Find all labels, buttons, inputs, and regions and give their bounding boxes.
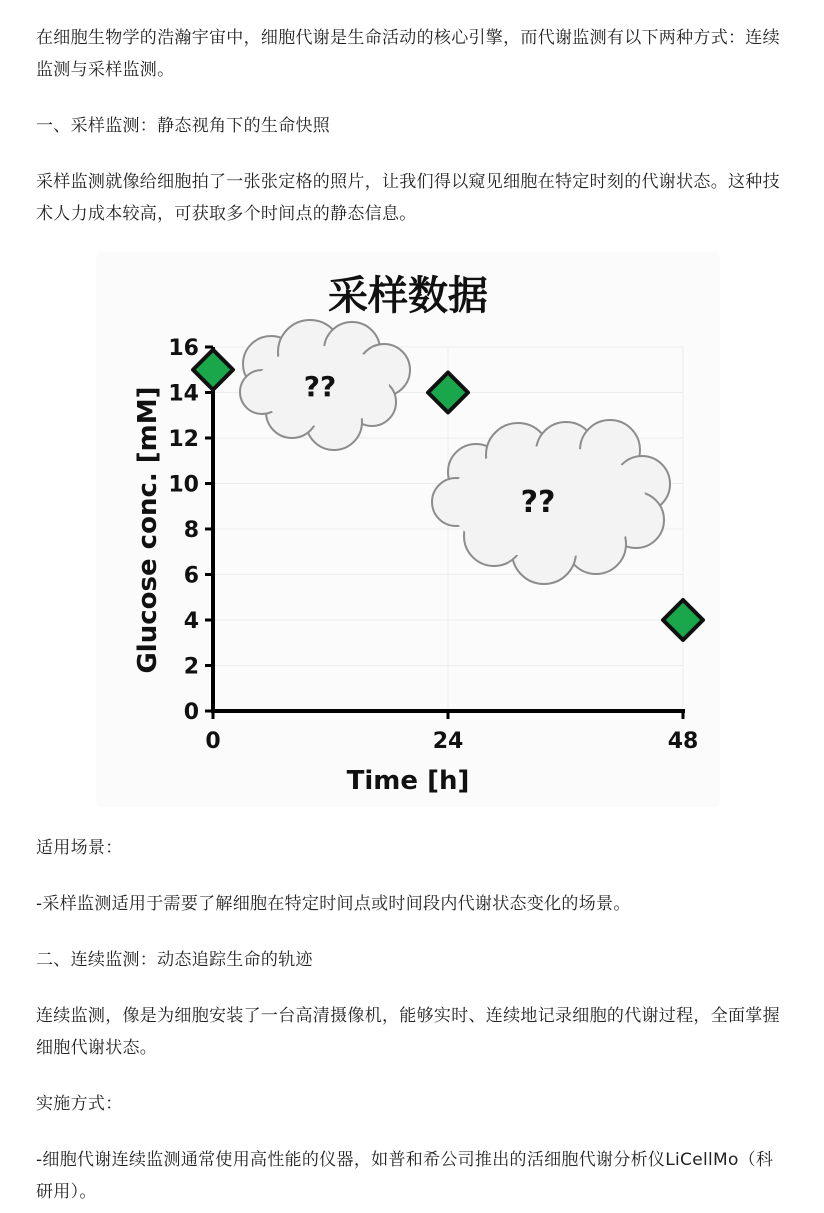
y-tick-label: 6 (183, 563, 199, 589)
y-tick-label: 16 (168, 336, 199, 361)
y-axis-ticks (168, 336, 213, 725)
applicable-item: -采样监测适用于需要了解细胞在特定时间点或时间段内代谢状态变化的场景。 (36, 894, 631, 914)
y-tick-label: 8 (183, 518, 199, 543)
intro-paragraph: 在细胞生物学的浩瀚宇宙中，细胞代谢是生命活动的核心引擎，而代谢监测有以下两种方式：连续监测与采样监测。 (36, 28, 780, 80)
section2-heading: 二、连续监测：动态追踪生命的轨迹 (36, 950, 313, 970)
data-point-diamond (663, 600, 703, 640)
method-label: 实施方式： (36, 1094, 123, 1114)
y-tick-label: 2 (183, 654, 199, 680)
cloud-question-mark: ?? (520, 485, 556, 520)
y-tick-label: 4 (183, 609, 199, 634)
x-axis-label: Time [h] (346, 766, 470, 796)
y-tick-label: 0 (183, 700, 199, 725)
data-point-diamond (193, 350, 233, 390)
section1-heading: 一、采样监测：静态视角下的生命快照 (36, 116, 331, 136)
sampling-chart (96, 252, 720, 807)
section2-body: 连续监测，像是为细胞安装了一台高清摄像机，能够实时、连续地记录细胞的代谢过程，全面掌握细胞代谢状态。 (36, 1006, 780, 1058)
question-cloud-large (432, 420, 670, 584)
data-point-diamond (428, 373, 468, 413)
sampling-chart-figure (96, 252, 720, 807)
x-tick-label: 48 (667, 729, 699, 754)
y-tick-label: 14 (168, 381, 199, 407)
section1-body: 采样监测就像给细胞拍了一张张定格的照片，让我们得以窥见细胞在特定时刻的代谢状态。这种技术人力成本较高，可获取多个时间点的静态信息。 (36, 172, 780, 224)
y-tick-label: 12 (168, 427, 199, 452)
x-tick-label: 0 (205, 729, 221, 754)
x-tick-label: 24 (432, 729, 464, 754)
chart-title: 采样数据 (328, 273, 488, 319)
x-axis-ticks (205, 711, 698, 754)
applicable-label: 适用场景： (36, 838, 123, 858)
question-cloud-small (240, 320, 410, 450)
y-axis-label: Glucose conc. [mM] (133, 386, 163, 674)
method-item: -细胞代谢连续监测通常使用高性能的仪器，如普和希公司推出的活细胞代谢分析仪LiCellMo（科研用）。 (36, 1150, 774, 1202)
y-tick-label: 10 (168, 472, 199, 498)
cloud-question-mark: ?? (303, 370, 337, 403)
